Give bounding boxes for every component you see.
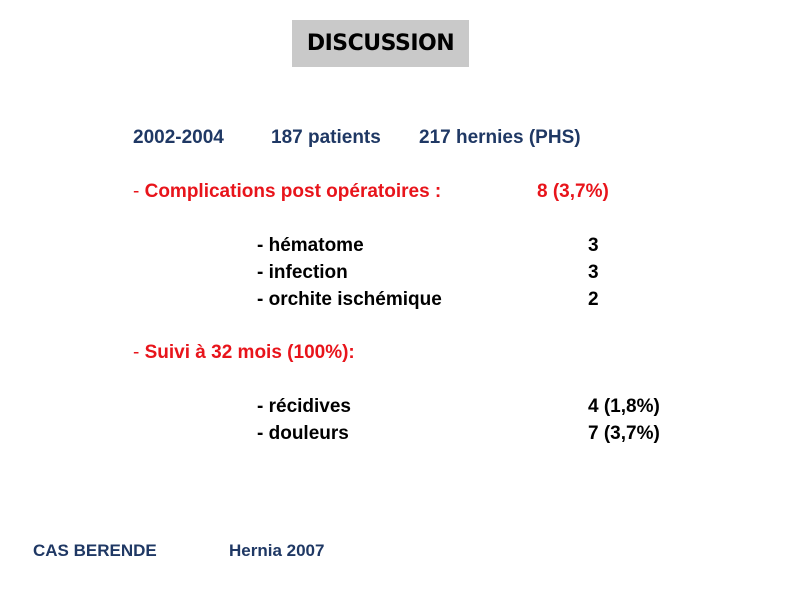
complications-dash: - xyxy=(133,181,145,202)
footer-author: CAS BERENDE xyxy=(33,541,157,560)
complication-item-value: 2 xyxy=(588,289,599,310)
followup-item-value: 7 (3,7%) xyxy=(588,423,660,444)
complication-item-label: - infection xyxy=(257,262,348,283)
summary-years: 2002-2004 xyxy=(133,127,224,148)
followup-dash: - xyxy=(133,342,145,363)
complication-item-value: 3 xyxy=(588,262,599,283)
title-box xyxy=(292,20,469,67)
followup-item-value: 4 (1,8%) xyxy=(588,396,660,417)
slide-title: DISCUSSION xyxy=(306,31,455,56)
complications-value: 8 (3,7%) xyxy=(537,181,609,202)
footer-source: Hernia 2007 xyxy=(229,541,325,560)
summary-patients: 187 patients xyxy=(271,127,381,148)
followup-item-label: - douleurs xyxy=(257,423,349,444)
complication-item-value: 3 xyxy=(588,235,599,256)
followup-item-label: - récidives xyxy=(257,396,351,417)
complication-item-label: - hématome xyxy=(257,235,364,256)
followup-heading xyxy=(133,342,355,364)
complication-item-label: - orchite ischémique xyxy=(257,289,442,310)
followup-label: Suivi à 32 mois (100%): xyxy=(144,342,355,363)
summary-hernias: 217 hernies (PHS) xyxy=(419,127,581,148)
complications-label: Complications post opératoires : xyxy=(144,181,442,202)
complications-heading xyxy=(133,181,441,203)
